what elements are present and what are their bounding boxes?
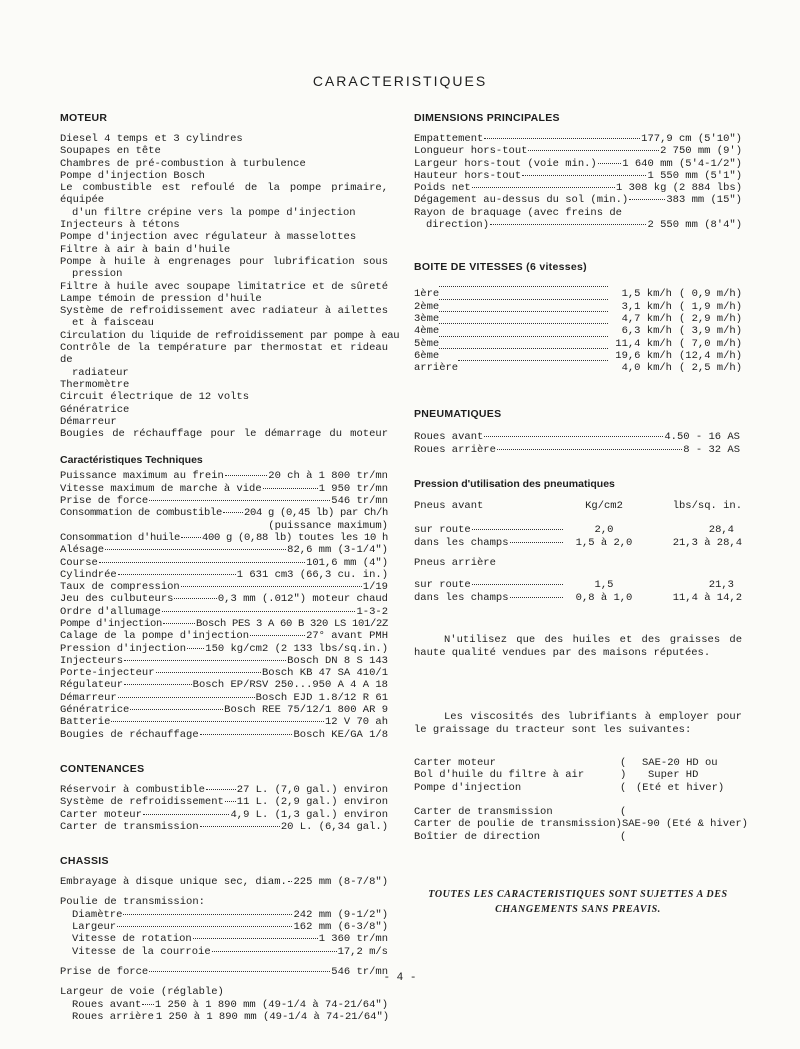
tech-value: 1/19 bbox=[362, 581, 388, 594]
contenance-value: 4,9 L. (1,3 gal.) environ bbox=[230, 808, 388, 821]
viscosite-value: Super HD bbox=[648, 769, 699, 782]
tech-value: Bosch EP/RSV 250...950 A 4 A 18 bbox=[192, 679, 388, 692]
gear-kmh: 1,5 km/h bbox=[621, 288, 672, 301]
voie-label: Roues avant bbox=[72, 998, 142, 1011]
poulie-row bbox=[60, 933, 388, 945]
tech-label: Injecteurs bbox=[60, 654, 124, 667]
tech-label: Vitesse maximum de marche à vide bbox=[60, 482, 262, 495]
moteur-line: Circuit électrique de 12 volts bbox=[60, 391, 250, 404]
moteur-list bbox=[60, 133, 400, 441]
tech-value: 20 ch à 1 800 tr/mn bbox=[268, 470, 388, 483]
tech-label: Porte-injecteur bbox=[60, 667, 155, 680]
viscosite-brace: ) bbox=[620, 769, 627, 782]
dimension-label: Largeur hors-tout (voie min.) bbox=[414, 157, 597, 170]
gear-label: 5ème bbox=[414, 337, 440, 350]
moteur-line: Pompe d'injection avec régulateur à masselottes bbox=[60, 231, 357, 244]
tech-value: Bosch EJD 1.8/12 R 61 bbox=[255, 691, 388, 704]
tech-row bbox=[60, 630, 388, 642]
viscosite-row bbox=[414, 806, 742, 818]
pneu-value: 8 - 32 AS bbox=[683, 443, 740, 456]
tech-value: 1 950 tr/mn bbox=[318, 482, 388, 495]
dimension-label: Longueur hors-tout bbox=[414, 145, 528, 158]
tech-row bbox=[60, 618, 388, 630]
dimensions-list bbox=[414, 133, 742, 231]
tech-row bbox=[60, 593, 388, 605]
pression-label: sur route bbox=[414, 524, 564, 536]
moteur-line: et à faisceau bbox=[72, 317, 154, 330]
dimension-row bbox=[414, 182, 742, 194]
tech-row bbox=[60, 729, 388, 741]
poulie-row bbox=[60, 921, 388, 933]
pression-label: sur route bbox=[414, 579, 564, 591]
gear-label: 1ère bbox=[414, 288, 440, 301]
pneu-row bbox=[414, 431, 740, 443]
pneu-label: Roues avant bbox=[414, 431, 484, 444]
viscosite-brace: ) bbox=[615, 818, 622, 831]
pression-row bbox=[414, 537, 742, 549]
pression-row bbox=[414, 579, 742, 591]
pneu-row bbox=[414, 444, 740, 456]
tech-row bbox=[60, 495, 388, 507]
moteur-line: Circulation du liquide de refroidissement par pompe à eau bbox=[60, 329, 400, 342]
viscosite-value: (Eté et hiver) bbox=[636, 781, 725, 794]
pression-row bbox=[414, 524, 742, 536]
gear-label: arrière bbox=[414, 362, 459, 375]
pneus-avant-label: Pneus avant bbox=[414, 500, 484, 513]
pression-label: dans les champs bbox=[414, 592, 564, 604]
viscosite-value bbox=[636, 806, 742, 818]
tech-value: 546 tr/mn bbox=[331, 495, 388, 508]
tech-row bbox=[60, 704, 388, 716]
tech-value: Bosch KE/GA 1/8 bbox=[293, 728, 388, 741]
viscosites-group-1 bbox=[414, 757, 742, 794]
tech-label: Calage de la pompe d'injection bbox=[60, 630, 250, 643]
page-title: CARACTERISTIQUES bbox=[312, 73, 488, 89]
gear-kmh: 3,1 km/h bbox=[621, 300, 672, 313]
boite-title: BOITE DE VITESSES (6 vitesses) bbox=[414, 261, 587, 274]
embrayage-value: 225 mm (8-7/8") bbox=[293, 876, 388, 889]
moteur-line: Démarreur bbox=[60, 415, 117, 428]
poulie-label: Vitesse de rotation bbox=[72, 933, 192, 946]
tech-row bbox=[60, 606, 388, 618]
dimension-label: Dégagement au-dessus du sol (min.) bbox=[414, 194, 629, 207]
contenance-value: 20 L. (6,34 gal.) bbox=[280, 820, 388, 833]
pression-lbs: 21,3 bbox=[708, 579, 734, 592]
contenance-value: 11 L. (2,9 gal.) environ bbox=[236, 796, 388, 809]
rayon-line: Rayon de braquage (avec freins de bbox=[414, 206, 622, 219]
voie-title: Largeur de voie (réglable) bbox=[60, 986, 224, 999]
pression-header-row bbox=[414, 500, 742, 512]
voie-row bbox=[60, 1011, 388, 1023]
dimension-value: 383 mm (15") bbox=[666, 194, 742, 207]
tech-row bbox=[60, 483, 388, 495]
pneus-title: PNEUMATIQUES bbox=[414, 408, 502, 421]
tech-row bbox=[60, 716, 388, 728]
page-number: - 4 - bbox=[383, 972, 417, 984]
pression-row bbox=[414, 592, 742, 604]
tech-value: 0,3 mm (.012") moteur chaud bbox=[217, 593, 388, 606]
viscosite-brace: ( bbox=[620, 830, 627, 843]
viscosite-value: SAE-90 (Eté & hiver) bbox=[621, 818, 748, 831]
poulie-value: 162 mm (6-3/8") bbox=[293, 921, 388, 934]
tech-value: Bosch PES 3 A 60 B 320 LS 101/2Z bbox=[195, 617, 388, 630]
viscosites-group-2 bbox=[414, 805, 748, 843]
gear-mph: ( 0,9 m/h) bbox=[678, 288, 742, 301]
viscosite-brace: ( bbox=[620, 781, 627, 794]
contenance-label: Système de refroidissement bbox=[60, 796, 224, 809]
gear-mph: (12,4 m/h) bbox=[678, 349, 742, 362]
gear-label: 6ème bbox=[414, 349, 440, 362]
rayon-label: direction) bbox=[426, 219, 490, 232]
tech-value: 12 V 70 ah bbox=[324, 716, 388, 729]
final-note bbox=[414, 887, 742, 917]
tech-title: Caractéristiques Techniques bbox=[60, 454, 203, 467]
chassis-title: CHASSIS bbox=[60, 855, 109, 868]
dimension-row bbox=[414, 158, 742, 170]
contenance-label: Réservoir à combustible bbox=[60, 783, 205, 796]
tech-row bbox=[60, 667, 388, 679]
poulie-title: Poulie de transmission: bbox=[60, 896, 205, 909]
col-kg-header: Kg/cm2 bbox=[585, 500, 623, 513]
voie-label: Roues arrière bbox=[72, 1010, 154, 1023]
gear-mph: ( 1,9 m/h) bbox=[678, 300, 742, 313]
viscosite-row bbox=[414, 769, 742, 781]
moteur-line: pression bbox=[72, 268, 123, 281]
tech-row bbox=[60, 470, 388, 482]
dimensions-title: DIMENSIONS PRINCIPALES bbox=[414, 112, 560, 124]
gear-kmh: 4,7 km/h bbox=[621, 312, 672, 325]
tech-label: Pression d'injection bbox=[60, 642, 187, 655]
gear-kmh: 11,4 km/h bbox=[615, 337, 672, 350]
tech-label: Génératrice bbox=[60, 704, 130, 717]
final-note-line-1: TOUTES LES CARACTERISTIQUES SONT SUJETTES A DES bbox=[428, 888, 728, 900]
tech-label: Consommation d'huile bbox=[60, 531, 181, 544]
contenance-row bbox=[60, 796, 388, 808]
tech-row bbox=[60, 643, 388, 655]
viscosite-brace: ( bbox=[620, 805, 627, 818]
poulie-label: Vitesse de la courroie bbox=[72, 945, 211, 958]
tech-list bbox=[60, 470, 388, 741]
poulie-row bbox=[60, 946, 388, 958]
gear-mph: ( 2,9 m/h) bbox=[678, 312, 742, 325]
viscosite-value bbox=[636, 831, 742, 843]
contenance-label: Carter moteur bbox=[60, 808, 142, 821]
tech-row bbox=[60, 692, 388, 704]
moteur-line: d'un filtre crépine vers la pompe d'injection bbox=[72, 206, 356, 219]
poulie-label: Diamètre bbox=[72, 908, 123, 921]
rayon-value: 2 550 mm (8'4") bbox=[647, 219, 742, 232]
moteur-line: Chambres de pré-combustion à turbulence bbox=[60, 157, 306, 170]
tech-label: Cylindrée bbox=[60, 568, 117, 581]
poulie-label: Largeur bbox=[72, 921, 117, 934]
moteur-line: Filtre à huile avec soupape limitatrice et de sûreté bbox=[60, 280, 388, 293]
moteur-line: Diesel 4 temps et 3 cylindres bbox=[60, 133, 243, 145]
dimension-row bbox=[414, 145, 742, 157]
gear-kmh: 4,0 km/h bbox=[621, 362, 672, 375]
pression-lbs: 28,4 bbox=[708, 524, 734, 537]
pneus-arriere-label: Pneus arrière bbox=[414, 556, 496, 569]
moteur-line: Bougies de réchauffage pour le démarrage du moteur bbox=[60, 428, 388, 441]
dimension-label: Hauteur hors-tout bbox=[414, 169, 522, 182]
poulie-row bbox=[60, 909, 388, 921]
dimension-value: 1 308 kg (2 884 lbs) bbox=[615, 182, 742, 195]
col-lbs-header: lbs/sq. in. bbox=[672, 500, 742, 513]
tech-row bbox=[60, 679, 388, 691]
dimension-row bbox=[414, 170, 742, 182]
embrayage-row bbox=[60, 876, 388, 888]
tech-label: Consommation de combustible bbox=[60, 507, 223, 520]
moteur-line: radiateur bbox=[72, 366, 129, 379]
pression-kg: 1,5 bbox=[594, 579, 614, 592]
tech-value: 400 g (0,88 lb) toutes les 10 h bbox=[201, 531, 388, 544]
pression-title: Pression d'utilisation des pneumatiques bbox=[414, 478, 615, 491]
viscosite-label: Carter de transmission bbox=[414, 805, 553, 818]
right-column bbox=[414, 112, 748, 917]
tech-label: Ordre d'allumage bbox=[60, 605, 161, 618]
tech-value: Bosch DN 8 S 143 bbox=[287, 654, 388, 667]
pneu-label: Roues arrière bbox=[414, 443, 496, 456]
gear-kmh: 6,3 km/h bbox=[621, 325, 672, 338]
tech-label: Alésage bbox=[60, 544, 105, 557]
tech-row bbox=[60, 557, 388, 569]
tech-value: 1 631 cm3 (66,3 cu. in.) bbox=[236, 568, 388, 581]
tech-label: Course bbox=[60, 556, 98, 569]
tech-row bbox=[60, 581, 388, 593]
dimension-value: 2 750 mm (9') bbox=[660, 145, 742, 158]
moteur-line: Génératrice bbox=[60, 403, 130, 416]
dimension-value: 177,9 cm (5'10") bbox=[641, 133, 742, 145]
moteur-line: Système de refroidissement avec radiateur à ailettes bbox=[60, 305, 388, 318]
tech-label: Prise de force bbox=[60, 495, 149, 508]
pression-table bbox=[414, 500, 742, 604]
viscosite-label: Carter moteur bbox=[414, 757, 496, 770]
viscosite-label: Carter de poulie de transmission bbox=[414, 818, 616, 831]
moteur-line: Soupapes en tête bbox=[60, 145, 161, 158]
tech-value: 101,6 mm (4") bbox=[306, 556, 388, 569]
tech-value: Bosch REE 75/12/1 800 AR 9 bbox=[224, 704, 388, 717]
prise-value: 546 tr/mn bbox=[331, 965, 388, 978]
gear-mph: ( 2,5 m/h) bbox=[678, 362, 742, 375]
pression-lbs: 11,4 à 14,2 bbox=[672, 591, 742, 604]
left-column bbox=[60, 112, 400, 1023]
gear-mph: ( 7,0 m/h) bbox=[678, 337, 742, 350]
prise-label: Prise de force bbox=[60, 965, 149, 978]
gear-list bbox=[414, 288, 742, 374]
tech-row bbox=[60, 569, 388, 581]
voie-row bbox=[60, 999, 388, 1011]
moteur-line: Filtre à air à bain d'huile bbox=[60, 243, 231, 256]
tech-value: 27° avant PMH bbox=[306, 630, 388, 643]
moteur-line: Lampe témoin de pression d'huile bbox=[60, 292, 262, 305]
moteur-line: Le combustible est refoulé de la pompe primaire, équipée bbox=[60, 182, 388, 207]
contenances-title: CONTENANCES bbox=[60, 762, 145, 775]
pression-label: dans les champs bbox=[414, 537, 564, 549]
viscosite-label: Boîtier de direction bbox=[414, 830, 541, 843]
tech-label: Puissance maximum au frein bbox=[60, 470, 224, 483]
gear-label: 2ème bbox=[414, 300, 440, 313]
poulie-value: 242 mm (9-1/2") bbox=[293, 908, 388, 921]
viscosite-brace: ( bbox=[620, 757, 627, 770]
moteur-line: Pompe d'injection Bosch bbox=[60, 169, 205, 182]
gear-row bbox=[414, 362, 742, 374]
pneu-value: 4.50 - 16 AS bbox=[664, 431, 740, 444]
contenance-value: 27 L. (7,0 gal.) environ bbox=[236, 783, 388, 796]
tech-value: 82,6 mm (3-1/4") bbox=[287, 544, 388, 557]
tech-value: Bosch KB 47 SA 410/1 bbox=[261, 667, 388, 680]
pression-kg: 0,8 à 1,0 bbox=[575, 591, 633, 604]
voie-value: 1 250 à 1 890 mm (49-1/4 à 74-21/64") bbox=[154, 998, 388, 1011]
dimension-row bbox=[414, 194, 742, 206]
contenance-label: Carter de transmission bbox=[60, 820, 199, 833]
note-huiles: N'utilisez que des huiles et des graisses de haute qualité vendues par des maisons réputées. bbox=[414, 633, 742, 659]
tech-row bbox=[60, 544, 388, 556]
tech-label: Démarreur bbox=[60, 691, 117, 704]
pression-lbs: 21,3 à 28,4 bbox=[672, 536, 742, 549]
tech-label: Régulateur bbox=[60, 679, 124, 692]
poulie-value: 1 360 tr/mn bbox=[318, 933, 388, 946]
viscosite-value: SAE-20 HD ou bbox=[642, 757, 718, 770]
gear-kmh: 19,6 km/h bbox=[615, 349, 672, 362]
final-note-line-2: CHANGEMENTS SANS PREAVIS. bbox=[495, 903, 661, 915]
dimension-value: 1 640 mm (5'4-1/2") bbox=[622, 157, 742, 170]
pression-kg: 2,0 bbox=[594, 524, 614, 537]
embrayage-label: Embrayage à disque unique sec, diam. bbox=[60, 876, 287, 889]
moteur-line: Thermomètre bbox=[60, 378, 130, 391]
poulie-value: 17,2 m/s bbox=[337, 945, 388, 958]
tech-value: 150 kg/cm2 (2 133 lbs/sq.in.) bbox=[205, 642, 388, 655]
viscosite-label: Bol d'huile du filtre à air bbox=[414, 769, 585, 782]
tech-row bbox=[60, 507, 388, 519]
tech-value: 1-3-2 bbox=[356, 605, 388, 618]
pression-header-row bbox=[414, 557, 742, 569]
gear-mph: ( 3,9 m/h) bbox=[678, 325, 742, 338]
viscosite-label: Pompe d'injection bbox=[414, 781, 522, 794]
moteur-line: Injecteurs à tétons bbox=[60, 219, 180, 232]
contenances-list bbox=[60, 784, 388, 833]
chassis-list bbox=[60, 876, 388, 1023]
contenance-row bbox=[60, 809, 388, 821]
dimension-label: Poids net bbox=[414, 182, 471, 195]
dimension-row bbox=[414, 133, 742, 145]
tech-continuation: (puissance maximum) bbox=[268, 519, 388, 532]
viscosite-row bbox=[414, 818, 748, 831]
contenance-row bbox=[60, 821, 388, 833]
contenance-row bbox=[60, 784, 388, 796]
tech-label: Taux de compression bbox=[60, 581, 180, 594]
tech-label: Jeu des culbuteurs bbox=[60, 593, 174, 606]
viscosite-row bbox=[414, 831, 742, 843]
tech-row bbox=[60, 532, 388, 544]
tech-label: Pompe d'injection bbox=[60, 617, 163, 630]
viscosites-intro: Les viscosités des lubrifiants à employer pour le graissage du tracteur sont les suivantes: bbox=[414, 711, 742, 737]
tech-label: Batterie bbox=[60, 716, 111, 729]
tech-label: Bougies de réchauffage bbox=[60, 728, 199, 741]
pneus-list bbox=[414, 431, 740, 456]
moteur-line: Contrôle de la température par thermostat et rideau de bbox=[60, 342, 388, 367]
rayon-row bbox=[414, 219, 742, 231]
tech-value: 204 g (0,45 lb) par Ch/h bbox=[243, 507, 388, 520]
viscosite-row bbox=[414, 757, 742, 769]
dimension-label: Empattement bbox=[414, 133, 484, 145]
gear-label: 4ème bbox=[414, 325, 440, 338]
voie-value: 1 250 à 1 890 mm (49-1/4 à 74-21/64") bbox=[155, 1010, 390, 1023]
moteur-title: MOTEUR bbox=[60, 112, 108, 124]
gear-label: 3ème bbox=[414, 312, 440, 325]
pression-kg: 1,5 à 2,0 bbox=[575, 536, 633, 549]
moteur-line: Pompe à huile à engrenages pour lubrification sous bbox=[60, 255, 388, 268]
tech-row bbox=[60, 655, 388, 667]
viscosite-row bbox=[414, 782, 742, 794]
dimension-value: 1 550 mm (5'1") bbox=[647, 169, 742, 182]
